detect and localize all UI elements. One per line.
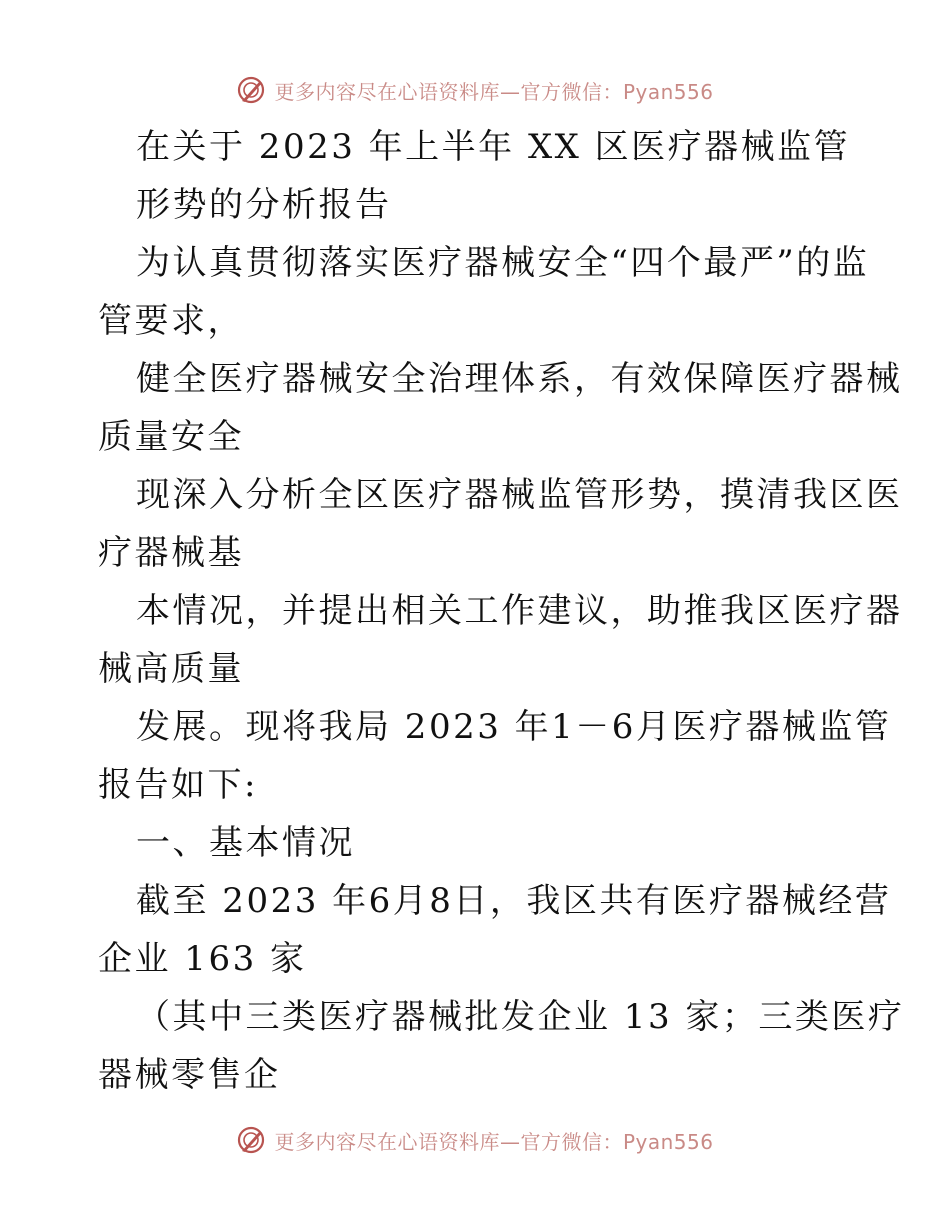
section-heading: 一、基本情况 [136, 823, 355, 863]
footer-watermark [0, 1120, 950, 1160]
title-line: 在关于 2023 年上半年 XX 区医疗器械监管 [136, 127, 851, 167]
paragraph-line: 报告如下: [98, 765, 258, 805]
paragraph-line: 截至 2023 年6月8日，我区共有医疗器械经营 [136, 881, 892, 921]
paragraph-line: 疗器械基 [98, 533, 244, 573]
title-line: 形势的分析报告 [136, 185, 392, 225]
paragraph-line: 现深入分析全区医疗器械监管形势，摸清我区医 [136, 475, 903, 515]
watermark-text: 更多内容尽在心语资料库—官方微信：Pyan556 [274, 79, 714, 104]
paragraph-line: 器械零售企 [98, 1055, 281, 1095]
paragraph-line: 本情况，并提出相关工作建议，助推我区医疗器 [136, 591, 903, 631]
watermark-text: 更多内容尽在心语资料库—官方微信：Pyan556 [274, 1129, 714, 1154]
quill-logo-icon [236, 1125, 266, 1155]
paragraph-line: 械高质量 [98, 649, 244, 689]
header-watermark [0, 70, 950, 110]
paragraph-line: 质量安全 [98, 417, 244, 457]
quill-logo-icon [236, 75, 266, 105]
paragraph-line: 发展。现将我局 2023 年1－6月医疗器械监管 [136, 707, 892, 747]
paragraph-line: 健全医疗器械安全治理体系，有效保障医疗器械 [136, 359, 903, 399]
paragraph-line: （其中三类医疗器械批发企业 13 家；三类医疗 [136, 997, 905, 1037]
paragraph-line: 管要求， [98, 301, 244, 341]
document-body [98, 118, 905, 1104]
paragraph-line: 企业 163 家 [98, 939, 307, 979]
paragraph-line: 为认真贯彻落实医疗器械安全“四个最严”的监 [136, 243, 870, 283]
